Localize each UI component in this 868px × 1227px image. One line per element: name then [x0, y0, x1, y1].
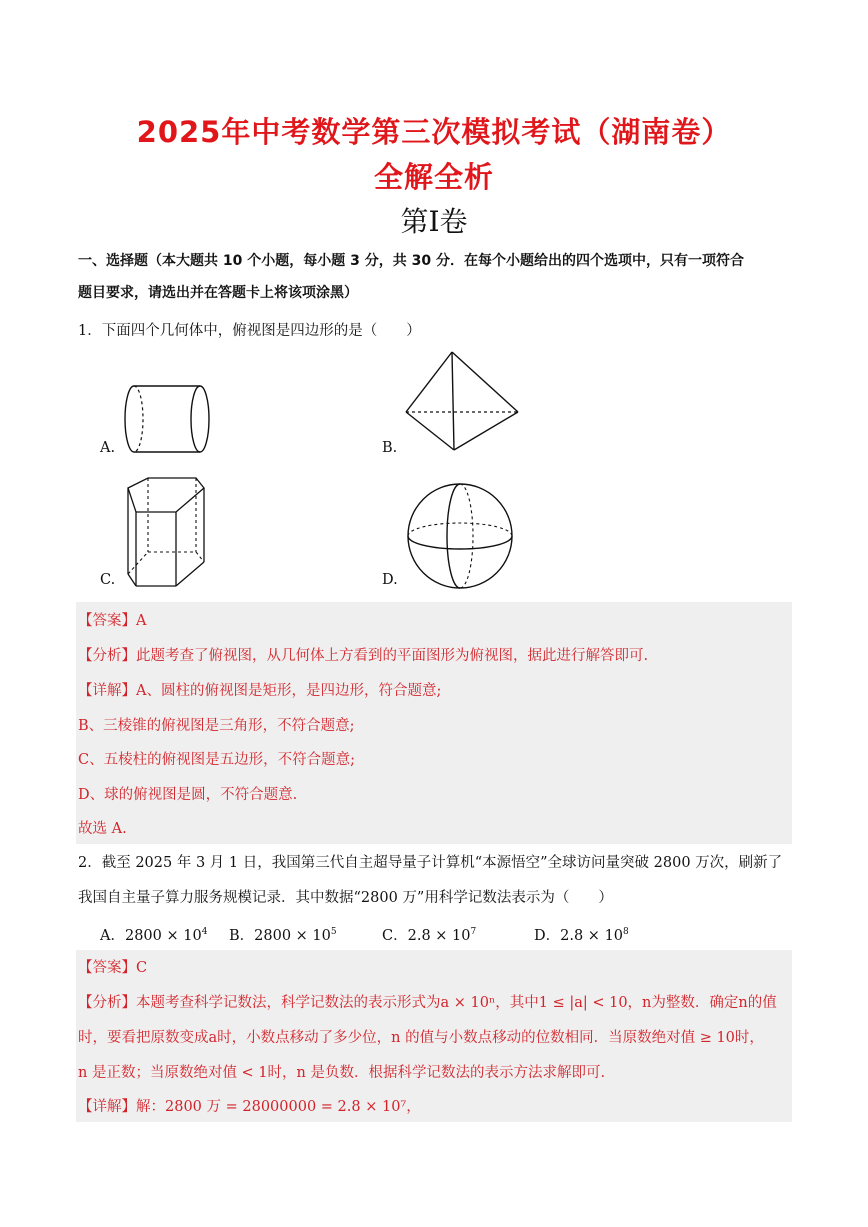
q2-option-c [382, 922, 476, 946]
q2-detail-text: 解：2800 万 = 28000000 = 2.8 × 10⁷， [136, 1099, 421, 1115]
q1-option-c: C. [100, 572, 116, 588]
q2-stem-line1: 2．截至 2025 年 3 月 1 日，我国第三代自主超导量子计算机“本源悟空”全球访问量突破 2800 万次，刷新了 [78, 855, 783, 871]
sphere-figure [404, 480, 516, 592]
q1-analysis-line [78, 646, 648, 666]
q2-answer-line [78, 958, 147, 978]
q1-detail-tag: 【详解】 [78, 683, 136, 699]
q1-detail-text-2: C、五棱柱的俯视图是五边形，不符合题意; [78, 752, 355, 768]
q2-option-b [229, 922, 337, 946]
q2-option-d-exp: 8 [623, 927, 629, 937]
q2-option-a-base: 2800 × 10 [124, 928, 202, 944]
pentagonal-prism-figure [120, 470, 215, 590]
q2-detail-line [78, 1097, 421, 1117]
cylinder-figure [120, 380, 220, 460]
q2-answer-value: C [136, 960, 148, 976]
q2-detail-tag: 【详解】 [78, 1099, 136, 1115]
tetrahedron-figure [402, 350, 524, 454]
q2-option-c-exp: 7 [470, 927, 477, 937]
q1-stem: 1．下面四个几何体中，俯视图是四边形的是（ ） [78, 323, 421, 339]
document-subtitle: 全解全析 [373, 160, 494, 194]
section-heading-line2: 题目要求，请选出并在答题卡上将该项涂黑） [78, 285, 358, 301]
q1-option-a: A. [100, 440, 116, 456]
q2-analysis-line1 [78, 993, 777, 1013]
section-heading-line1: 一、选择题（本大题共 10 个小题，每小题 3 分，共 30 分．在每个小题给出的四个选项中，只有一项符合 [78, 253, 744, 269]
q2-option-b-base: 2800 × 10 [254, 928, 331, 944]
q1-detail-text-4: 故选 A. [78, 821, 127, 837]
q2-analysis-text1: 本题考查科学记数法，科学记数法的表示形式为a × 10ⁿ，其中1 ≤ |a| < 10，n为整数．确定n的值 [136, 995, 777, 1011]
q1-analysis-tag: 【分析】 [78, 648, 136, 664]
q1-analysis-text: 此题考查了俯视图，从几何体上方看到的平面图形为俯视图，据此进行解答即可. [136, 648, 649, 664]
document-title: 2025年中考数学第三次模拟考试（湖南卷） [136, 115, 732, 149]
q1-answer-tag: 【答案】 [78, 613, 136, 629]
q1-answer-line [78, 611, 146, 631]
q1-detail-line [78, 681, 441, 701]
q2-option-c-base: 2.8 × 10 [407, 928, 471, 944]
q1-answer-value: A [136, 613, 147, 629]
q2-option-a-exp: 4 [201, 927, 208, 937]
q2-option-d-base: 2.8 × 10 [560, 928, 624, 944]
q2-analysis-tag: 【分析】 [78, 995, 136, 1011]
q1-option-d: D. [382, 572, 398, 588]
q2-option-a-label: A． [100, 928, 125, 944]
q2-option-b-label: B． [229, 928, 255, 944]
q2-option-a [100, 922, 207, 946]
q1-detail-text-1: B、三棱锥的俯视图是三角形，不符合题意; [78, 718, 355, 734]
q2-analysis-text3: n 是正数；当原数绝对值 < 1时，n 是负数．根据科学记数法的表示方法求解即可. [78, 1065, 606, 1081]
volume-title: 第I卷 [400, 205, 468, 238]
q2-option-b-exp: 5 [330, 927, 337, 937]
q1-detail-text-0: A、圆柱的俯视图是矩形，是四边形，符合题意; [136, 683, 442, 699]
q2-stem-line2: 我国自主量子算力服务规模记录．其中数据“2800 万”用科学记数法表示为（ ） [78, 890, 613, 906]
q1-detail-text-3: D、球的俯视图是圆，不符合题意. [78, 787, 298, 803]
q2-analysis-text2: 时，要看把原数变成a时，小数点移动了多少位，n 的值与小数点移动的位数相同．当原数绝对值 ≥ 10时， [78, 1030, 764, 1046]
q2-answer-tag: 【答案】 [78, 960, 136, 976]
q1-option-b: B. [382, 440, 398, 456]
q2-option-c-label: C． [382, 928, 408, 944]
q2-option-d-label: D． [534, 928, 561, 944]
q2-option-d [534, 922, 629, 946]
